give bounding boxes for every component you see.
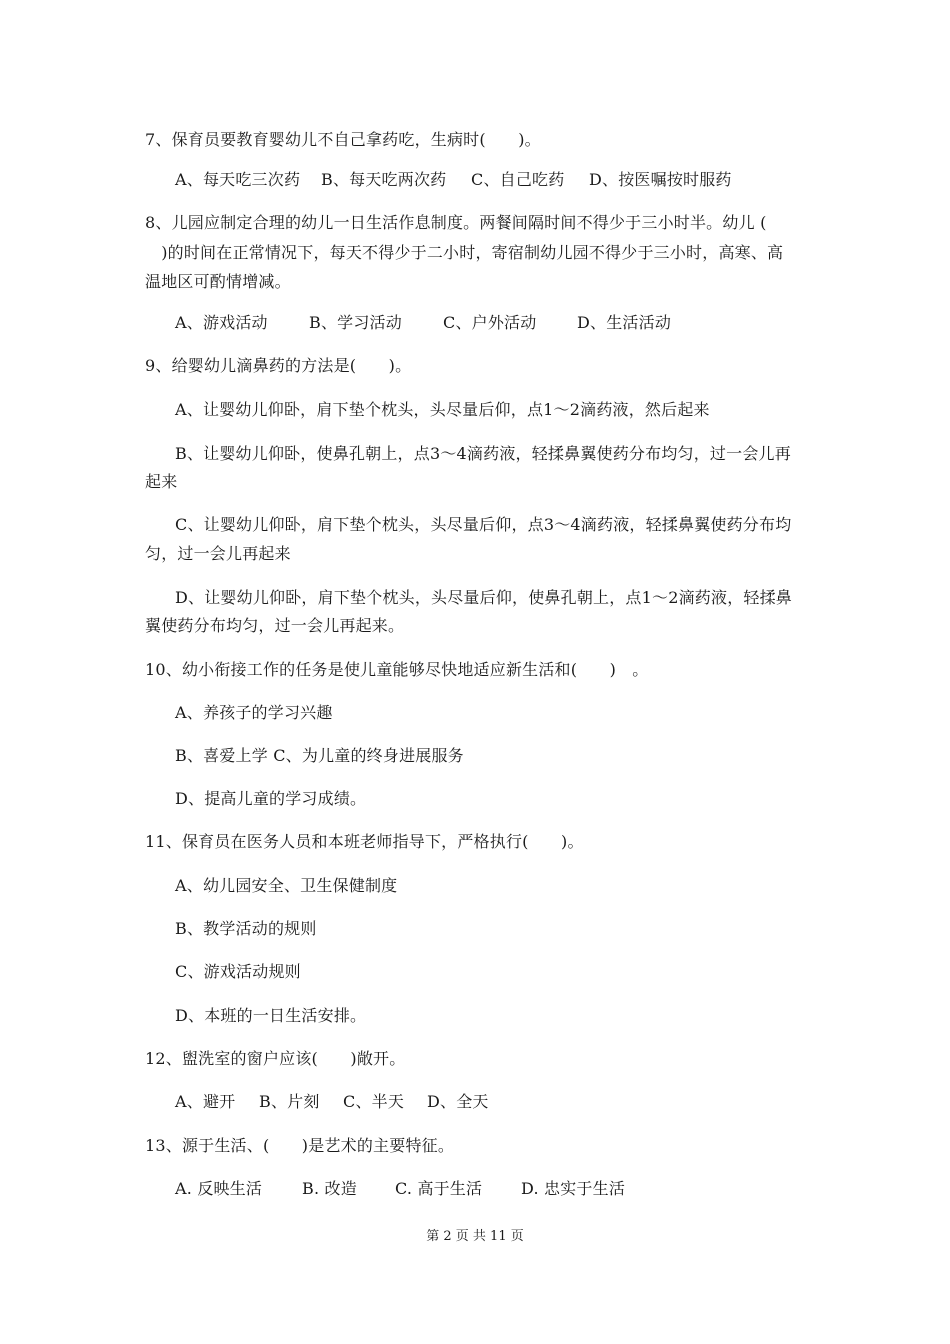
question-11-option-c: C、游戏活动规则 — [175, 962, 301, 981]
question-9-option-c-line-2: 匀，过一会儿再起来 — [145, 544, 291, 563]
question-12-option-d: D、全天 — [427, 1092, 489, 1111]
question-9-option-a: A、让婴幼儿仰卧，肩下垫个枕头，头尽量后仰，点1～2滴药液，然后起来 — [175, 400, 710, 419]
question-7-option-a: A、每天吃三次药 — [175, 170, 301, 189]
question-11-option-d: D、本班的一日生活安排。 — [175, 1006, 367, 1025]
question-10-option-a: A、养孩子的学习兴趣 — [175, 703, 333, 722]
question-9-stem: 9、给婴幼儿滴鼻药的方法是( )。 — [145, 356, 412, 375]
question-8-stem-line-3: 温地区可酌情增减。 — [145, 272, 291, 291]
question-8-option-c: C、户外活动 — [443, 313, 537, 332]
question-7-options — [175, 166, 845, 194]
question-8-stem-line-1: 8、儿园应制定合理的幼儿一日生活作息制度。两餐间隔时间不得少于三小时半。幼儿 ( — [145, 213, 767, 232]
question-9-option-b-line-2: 起来 — [145, 472, 178, 491]
question-11-option-b: B、教学活动的规则 — [175, 919, 317, 938]
question-13-option-b: B. 改造 — [302, 1179, 357, 1198]
question-7-option-d: D、按医嘱按时服药 — [589, 170, 732, 189]
question-7-stem: 7、保育员要教育婴幼儿不自己拿药吃，生病时( )。 — [145, 130, 541, 149]
question-7-option-c: C、自己吃药 — [471, 170, 565, 189]
question-12-option-b: B、片刻 — [259, 1092, 320, 1111]
page-number-footer: 第 2 页 共 11 页 — [426, 1229, 524, 1244]
question-13-stem: 13、源于生活、( )是艺术的主要特征。 — [145, 1136, 455, 1155]
question-9-option-c-line-1: C、让婴幼儿仰卧，肩下垫个枕头，头尽量后仰，点3～4滴药液，轻揉鼻翼使药分布均 — [175, 515, 792, 534]
question-8-options — [175, 309, 845, 337]
question-11-option-a: A、幼儿园安全、卫生保健制度 — [175, 876, 398, 895]
question-12-options — [175, 1088, 845, 1116]
question-13-options — [175, 1175, 845, 1203]
question-7-option-b: B、每天吃两次药 — [321, 170, 447, 189]
question-9-option-b-line-1: B、让婴幼儿仰卧，使鼻孔朝上，点3～4滴药液，轻揉鼻翼使药分布均匀，过一会儿再 — [175, 444, 791, 463]
question-13-option-d: D. 忠实于生活 — [521, 1179, 626, 1198]
question-13-option-c: C. 高于生活 — [395, 1179, 483, 1198]
question-8-option-b: B、学习活动 — [309, 313, 402, 332]
question-12-option-a: A、避开 — [175, 1092, 236, 1111]
question-10-option-d: D、提高儿童的学习成绩。 — [175, 789, 367, 808]
question-12-option-c: C、半天 — [343, 1092, 405, 1111]
question-9-option-d-line-2: 翼使药分布均匀，过一会儿再起来。 — [145, 616, 405, 635]
question-10-option-bc: B、喜爱上学 C、为儿童的终身进展服务 — [175, 746, 464, 765]
question-12-stem: 12、盥洗室的窗户应该( )敞开。 — [145, 1049, 406, 1068]
question-13-option-a: A. 反映生活 — [175, 1179, 263, 1198]
question-8-option-a: A、游戏活动 — [175, 313, 268, 332]
question-8-option-d: D、生活活动 — [577, 313, 672, 332]
question-8-stem-line-2: )的时间在正常情况下，每天不得少于二小时，寄宿制幼儿园不得少于三小时，高寒、高 — [145, 243, 784, 262]
question-11-stem: 11、保育员在医务人员和本班老师指导下，严格执行( )。 — [145, 832, 584, 851]
question-10-stem: 10、幼小衔接工作的任务是使儿童能够尽快地适应新生活和( ) 。 — [145, 660, 649, 679]
question-9-option-d-line-1: D、让婴幼儿仰卧，肩下垫个枕头，头尽量后仰，使鼻孔朝上，点1～2滴药液，轻揉鼻 — [175, 588, 792, 607]
